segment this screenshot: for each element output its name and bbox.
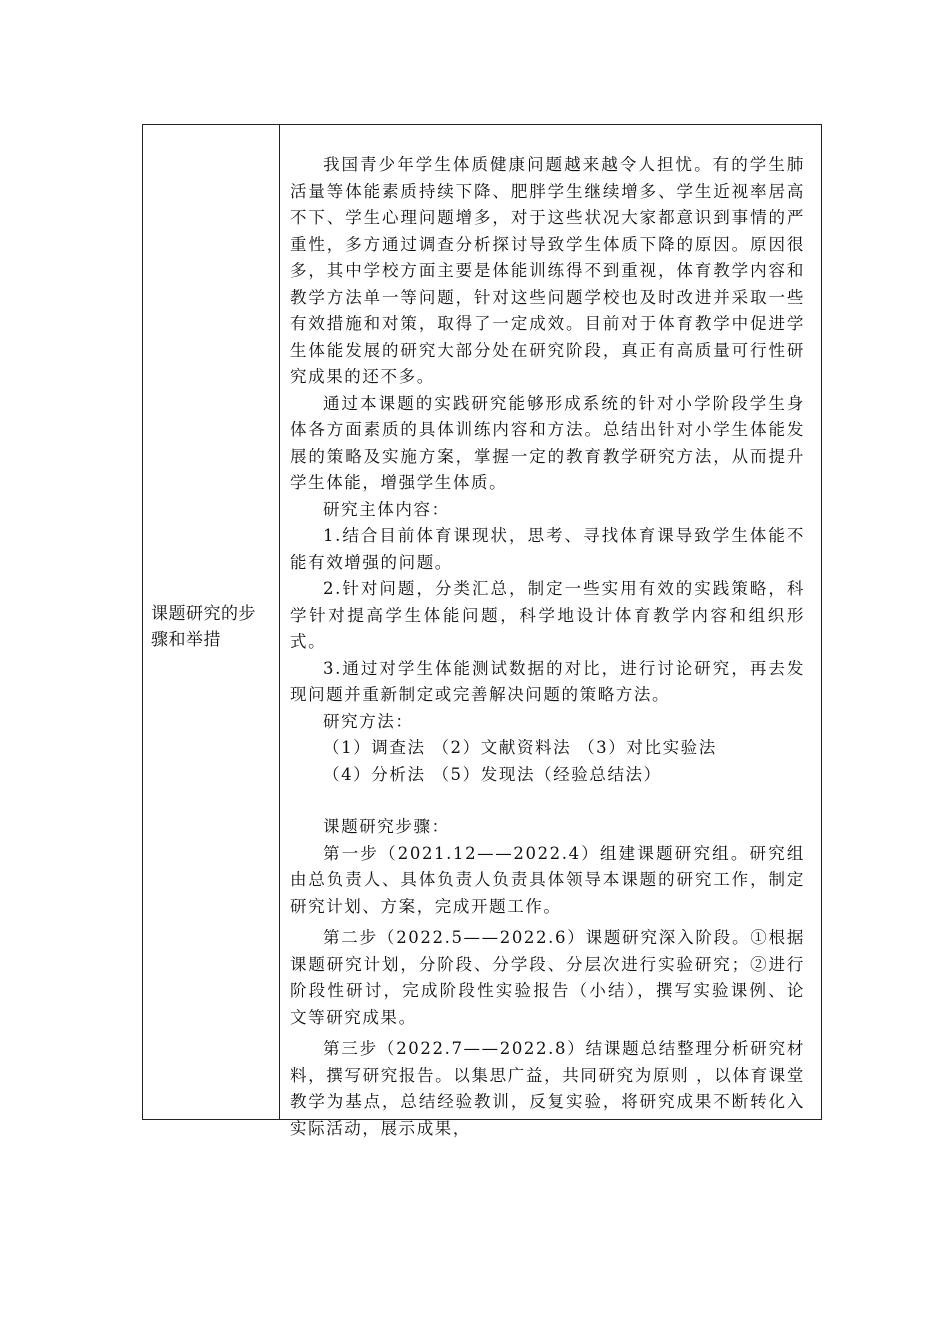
steps-heading: 课题研究步骤： — [323, 817, 450, 836]
main-content-heading: 研究主体内容： — [323, 499, 450, 519]
background-paragraph: 我国青少年学生体质健康问题越来越令人担忧。有的学生肺活量等体能素质持续下降、肥胖学生继续增多、学生近视率居高不下、学生心理问题增多，对于这些状况大家都意识到事情的严重性，多方通过调查分析探讨导致学生体质下降的原因。原因很多，其中学校方面主要是体能训练得不到重视，体育教学内容和教学方法单一等问题，针对这些问题学校也及时改进并采取一些有效措施和对策，取得了一定成效。目前对于体育教学中促进学生体能发展的研究大部分处在研究阶段，真正有高质量可行性研究成果的还不多。 — [290, 155, 805, 386]
content-item-3: 3.通过对学生体能测试数据的对比，进行讨论研究，再去发现问题并重新制定或完善解决问题的策略方法。 — [290, 658, 805, 704]
methods-line-2: （4）分析法 （5）发现法（经验总结法） — [323, 764, 662, 784]
methods-heading: 研究方法： — [323, 711, 414, 731]
row-label: 课题研究的步骤和举措 — [151, 604, 256, 650]
step-3: 第三步（2022.7——2022.8）结课题总结整理分析研究材料，撰写研究报告。以集思广益，共同研究为原则 ，以体育课堂教学为基点，总结经验教训，反复实验，将研究成果不断转化入实际活动，展示成果， — [290, 1039, 805, 1138]
content-item-1: 1.结合目前体育课现状，思考、寻找体育课导致学生体能不能有效增强的问题。 — [290, 526, 805, 572]
step-2: 第二步（2022.5——2022.6）课题研究深入阶段。①根据课题研究计划，分阶段、分学段、分层次进行实验研究；②进行阶段性研讨，完成阶段性实验报告（小结），撰写实验课例、论文等研究成果。 — [290, 928, 805, 1027]
label-cell — [143, 125, 280, 1119]
blank-line — [290, 788, 805, 814]
goal-paragraph: 通过本课题的实践研究能够形成系统的针对小学阶段学生身体各方面素质的具体训练内容和方法。总结出针对小学生体能发展的策略及实施方案，掌握一定的教育教学研究方法，从而提升学生体能，增强学生体质。 — [290, 393, 805, 492]
step-1: 第一步（2021.12——2022.4）组建课题研究组。研究组由总负责人、具体负责人负责具体领导本课题的研究工作，制定研究计划、方案，完成开题工作。 — [290, 843, 805, 916]
research-table — [142, 124, 822, 1138]
content-cell — [280, 125, 821, 1138]
methods-line-1: （1）调查法 （2）文献资料法 （3）对比实验法 — [323, 738, 717, 757]
content-item-2: 2.针对问题，分类汇总，制定一些实用有效的实践策略，科学针对提高学生体能问题，科学地设计体育教学内容和组织形式。 — [290, 579, 805, 651]
